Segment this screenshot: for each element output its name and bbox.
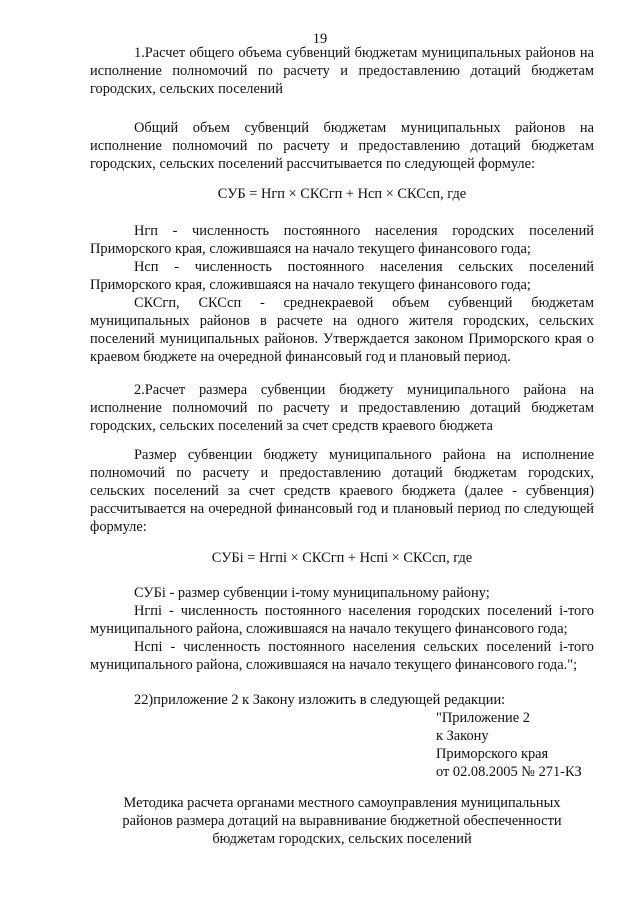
definition-nsp-i: Нспi - численность постоянного населения сельских поселений i-того муниципального района, сложившаяся на начало текущего финансового года."; [90,639,594,673]
definition-nsp: Нсп - численность постоянного населения сельских поселений Приморского края, сложившаяся на начало текущего финансового года; [90,259,594,293]
section2-heading: 2.Расчет размера субвенции бюджету муниципального района на исполнение полномочий по расчету и предоставлению дотаций бюджетам городских, сельских поселений за счет средств краевого бюджета [90,382,594,434]
section2-intro: Размер субвенции бюджету муниципального района на исполнение полномочий по расчету и предоставлению дотаций бюджетам городских, сельских поселений за счет средств краевого бюджета (далее - субвенция) рассчитывается на очередной финансовый год и плановый период по следующей формуле: [90,447,594,535]
formula-total: СУБ = Нгп × СКСгп + Нсп × СКСсп, где [217,186,467,202]
definition-sks: СКСгп, СКСсп - среднекраевой объем субвенций бюджетам муниципальных районов в расчете на одного жителя городских, сельских поселений муниципальных районов. Утверждается законом Приморского края о краевом бюджете на очередной финансовый год и плановый период. [90,295,594,365]
section1-intro: Общий объем субвенций бюджетам муниципальных районов на исполнение полномочий по расчету и предоставлению дотаций бюджетам городских, сельских поселений рассчитывается по следующей формуле: [90,120,594,172]
methodology-title [90,794,594,848]
attachment-line-3: Приморского края [436,746,549,762]
page-number: 19 [312,31,328,47]
methodology-title-line-1: Методика расчета органами местного самоуправления муниципальных [123,795,561,811]
amendment-item-22: 22)приложение 2 к Закону изложить в следующей редакции: [134,692,506,708]
attachment-reference [436,709,606,781]
formula-district: СУБi = Нгпi × СКСгп + Нспi × СКСсп, где [211,550,473,566]
definition-ngp-i: Нгпi - численность постоянного населения городских поселений i-того муниципального района, сложившаяся на начало текущего финансового года; [90,603,594,637]
methodology-title-line-2: районов размера дотаций на выравнивание бюджетной обеспеченности [122,813,562,829]
attachment-line-2: к Закону [436,728,489,744]
definition-ngp: Нгп - численность постоянного населения городских поселений Приморского края, сложившаяся на начало текущего финансового года; [90,223,594,257]
section1-heading: 1.Расчет общего объема субвенций бюджетам муниципальных районов на исполнение полномочий по расчету и предоставлению дотаций бюджетам городских, сельских поселений [90,45,594,97]
methodology-title-line-3: бюджетам городских, сельских поселений [212,831,472,847]
attachment-line-1: "Приложение 2 [436,710,530,726]
definition-sub-i: СУБi - размер субвенции i-тому муниципальному району; [134,585,490,601]
attachment-line-4: от 02.08.2005 № 271-КЗ [436,764,582,780]
